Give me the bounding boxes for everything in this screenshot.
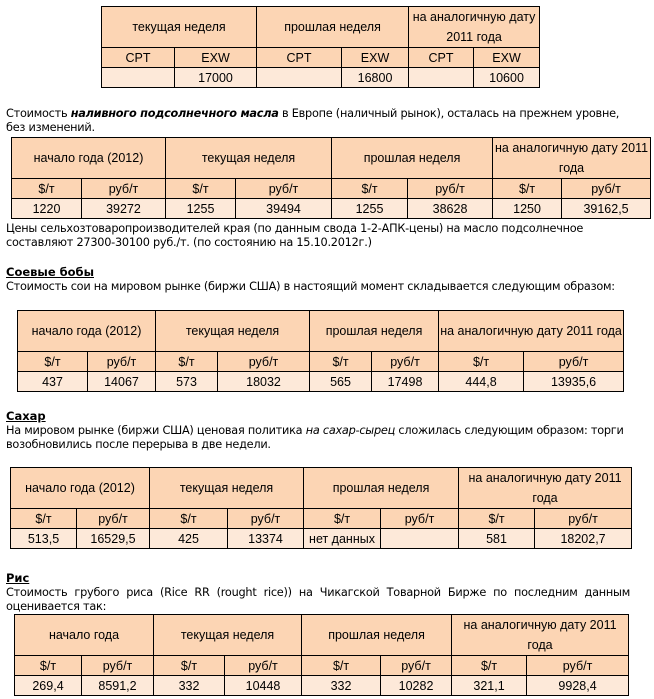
sugar-price-table bbox=[10, 467, 632, 549]
header-current-week: текущая неделя bbox=[102, 7, 257, 48]
data-cell: 38628 bbox=[408, 199, 493, 219]
header-same-date-2011: на аналогичную дату 2011 года bbox=[459, 468, 632, 509]
rice-section-title: Рис bbox=[6, 571, 30, 585]
subheader-cell: $/т bbox=[332, 179, 408, 199]
subheader-cell: $/т bbox=[166, 179, 236, 199]
subheader-cell: руб/т bbox=[88, 352, 156, 372]
subheader-cell: руб/т bbox=[236, 179, 332, 199]
subheader-cell: CPT bbox=[102, 48, 175, 68]
data-cell: 332 bbox=[302, 676, 381, 696]
data-cell bbox=[409, 68, 474, 88]
soy-price-table bbox=[17, 310, 624, 392]
subheader-cell: CPT bbox=[257, 48, 342, 68]
subheader-cell: EXW bbox=[175, 48, 257, 68]
top-price-table bbox=[101, 6, 540, 88]
data-cell: 39272 bbox=[82, 199, 166, 219]
table-row bbox=[11, 529, 632, 549]
header-start-of-year: начало года bbox=[15, 615, 154, 656]
subheader-cell: $/т bbox=[310, 352, 372, 372]
table-row bbox=[18, 372, 624, 392]
header-start-of-year: начало года (2012) bbox=[18, 311, 156, 352]
sugar-paragraph bbox=[6, 424, 631, 451]
header-last-week: прошлая неделя bbox=[304, 468, 459, 509]
subheader-cell: руб/т bbox=[77, 509, 150, 529]
subheader-cell: руб/т bbox=[381, 656, 452, 676]
data-cell: 18032 bbox=[218, 372, 310, 392]
subheader-cell: руб/т bbox=[372, 352, 439, 372]
data-cell: 1250 bbox=[493, 199, 562, 219]
header-same-date-2011: на аналогичную дату 2011 года bbox=[452, 615, 629, 656]
header-same-date-2011: на аналогичную дату 2011 года bbox=[439, 311, 624, 352]
soy-paragraph: Стоимость сои на мировом рынке (биржи США) в настоящий момент складывается следующим образом: bbox=[6, 280, 615, 293]
data-cell bbox=[102, 68, 175, 88]
header-start-of-year: начало года (2012) bbox=[11, 468, 150, 509]
subheader-cell: руб/т bbox=[82, 656, 154, 676]
header-same-date-2011: на аналогичную дату 2011 года bbox=[409, 7, 540, 48]
subheader-cell: руб/т bbox=[527, 656, 629, 676]
data-cell: 573 bbox=[156, 372, 218, 392]
data-cell: 39494 bbox=[236, 199, 332, 219]
rice-price-table bbox=[14, 614, 629, 696]
subheader-cell: $/т bbox=[11, 509, 77, 529]
data-cell: 444,8 bbox=[439, 372, 524, 392]
oil-producer-price-note: Цены сельхозтоваропроизводителей края (по данным свода 1-2-АПК-цены) на масло подсолнечное составляют 27300-30100 руб./т. (по состоянию на 15.10.2012г.) bbox=[6, 222, 584, 249]
subheader-cell: руб/т bbox=[228, 509, 304, 529]
data-cell: 10448 bbox=[225, 676, 302, 696]
subheader-cell: $/т bbox=[150, 509, 228, 529]
header-current-week: текущая неделя bbox=[150, 468, 304, 509]
sugar-section-title: Сахар bbox=[6, 409, 46, 423]
subheader-cell: руб/т bbox=[408, 179, 493, 199]
sugar-product-emphasis: на сахар-сырец bbox=[305, 424, 396, 437]
subheader-cell: руб/т bbox=[524, 352, 624, 372]
subheader-cell: $/т bbox=[154, 656, 225, 676]
header-start-of-year: начало года (2012) bbox=[12, 138, 166, 179]
subheader-cell: EXW bbox=[474, 48, 540, 68]
subheader-cell: $/т bbox=[439, 352, 524, 372]
data-cell: 332 bbox=[154, 676, 225, 696]
data-cell: 39162,5 bbox=[562, 199, 651, 219]
data-cell: 565 bbox=[310, 372, 372, 392]
data-cell: 13935,6 bbox=[524, 372, 624, 392]
subheader-cell: $/т bbox=[493, 179, 562, 199]
subheader-cell: $/т bbox=[15, 656, 82, 676]
data-cell: 425 bbox=[150, 529, 228, 549]
subheader-cell: $/т bbox=[12, 179, 82, 199]
data-cell: 17000 bbox=[175, 68, 257, 88]
data-cell: 17498 bbox=[372, 372, 439, 392]
sugar-text-before: На мировом рынке (биржи США) ценовая политика bbox=[6, 424, 306, 437]
soy-section-title: Соевые бобы bbox=[6, 265, 94, 279]
subheader-cell: CPT bbox=[409, 48, 474, 68]
data-cell: 1255 bbox=[166, 199, 236, 219]
data-cell: 18202,7 bbox=[535, 529, 632, 549]
subheader-cell: $/т bbox=[302, 656, 381, 676]
data-cell: 16529,5 bbox=[77, 529, 150, 549]
subheader-cell: руб/т bbox=[218, 352, 310, 372]
subheader-cell: руб/т bbox=[562, 179, 651, 199]
subheader-cell: $/т bbox=[452, 656, 527, 676]
oil-paragraph bbox=[6, 107, 636, 134]
data-cell: 437 bbox=[18, 372, 88, 392]
oil-text-before: Стоимость bbox=[6, 107, 71, 120]
subheader-cell: руб/т bbox=[225, 656, 302, 676]
oil-product-emphasis: наливного подсолнечного масла bbox=[70, 107, 279, 120]
table-row bbox=[15, 676, 629, 696]
data-cell: 513,5 bbox=[11, 529, 77, 549]
subheader-cell: EXW bbox=[342, 48, 409, 68]
sugar-text-after: сложилась следующим образом: торги возобновились после перерыва в две недели. bbox=[6, 424, 624, 451]
subheader-cell: руб/т bbox=[535, 509, 632, 529]
subheader-cell: $/т bbox=[156, 352, 218, 372]
rice-paragraph: Стоимость грубого риса (Rice RR (rought rice)) на Чикагской Товарной Бирже по последним данным оценивается так: bbox=[6, 586, 630, 613]
data-cell: 8591,2 bbox=[82, 676, 154, 696]
data-cell bbox=[381, 529, 459, 549]
data-cell: 321,1 bbox=[452, 676, 527, 696]
data-cell: 9928,4 bbox=[527, 676, 629, 696]
subheader-cell: руб/т bbox=[381, 509, 459, 529]
data-cell: 269,4 bbox=[15, 676, 82, 696]
header-last-week: прошлая неделя bbox=[310, 311, 439, 352]
table-row bbox=[12, 199, 651, 219]
data-cell: 1220 bbox=[12, 199, 82, 219]
subheader-cell: $/т bbox=[304, 509, 381, 529]
data-cell: 14067 bbox=[88, 372, 156, 392]
table-row bbox=[102, 68, 540, 88]
subheader-cell: $/т bbox=[459, 509, 535, 529]
data-cell bbox=[257, 68, 342, 88]
header-last-week: прошлая неделя bbox=[302, 615, 452, 656]
data-cell: 10282 bbox=[381, 676, 452, 696]
header-last-week: прошлая неделя bbox=[257, 7, 409, 48]
header-last-week: прошлая неделя bbox=[332, 138, 493, 179]
subheader-cell: руб/т bbox=[82, 179, 166, 199]
data-cell: 581 bbox=[459, 529, 535, 549]
header-current-week: текущая неделя bbox=[156, 311, 310, 352]
header-current-week: текущая неделя bbox=[166, 138, 332, 179]
oil-text-after: в Европе (наличный рынок), осталась на прежнем уровне, без изменений. bbox=[6, 107, 620, 134]
data-cell: нет данных bbox=[304, 529, 381, 549]
header-current-week: текущая неделя bbox=[154, 615, 302, 656]
subheader-cell: $/т bbox=[18, 352, 88, 372]
oil-price-table bbox=[11, 137, 651, 219]
data-cell: 16800 bbox=[342, 68, 409, 88]
data-cell: 10600 bbox=[474, 68, 540, 88]
header-same-date-2011: на аналогичную дату 2011 года bbox=[493, 138, 651, 179]
data-cell: 13374 bbox=[228, 529, 304, 549]
data-cell: 1255 bbox=[332, 199, 408, 219]
